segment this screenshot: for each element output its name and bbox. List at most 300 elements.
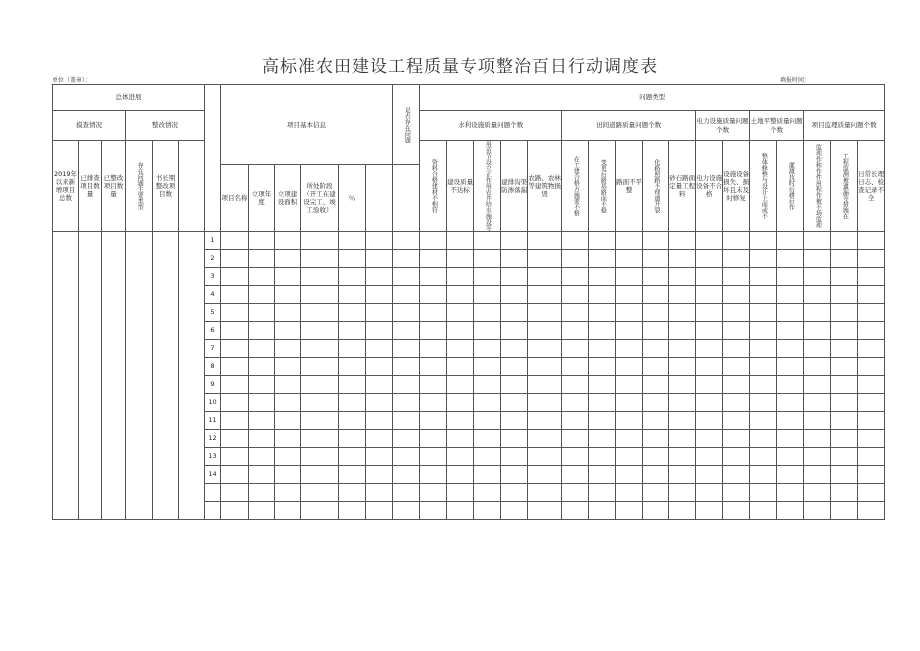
- table-cell: [804, 286, 831, 304]
- table-cell: [366, 448, 393, 466]
- table-cell: [301, 412, 339, 430]
- header-road-5: 化路照路不理道开裂: [643, 141, 669, 232]
- table-cell: [474, 304, 501, 322]
- table-cell: [589, 358, 616, 376]
- table-cell: [275, 322, 301, 340]
- table-cell: [696, 376, 723, 394]
- table-cell: [528, 502, 562, 520]
- table-cell: [616, 412, 643, 430]
- table-cell: [777, 502, 804, 520]
- row-number: 1: [205, 232, 221, 250]
- table-cell: [562, 358, 589, 376]
- table-cell: [420, 394, 447, 412]
- report-time-label: 填报时间：: [780, 77, 811, 84]
- table-cell: [616, 448, 643, 466]
- table-cell: [528, 250, 562, 268]
- table-cell: [221, 322, 249, 340]
- table-cell: [474, 250, 501, 268]
- table-cell: [696, 250, 723, 268]
- table-cell: [393, 286, 420, 304]
- row-number: 11: [205, 412, 221, 430]
- table-cell: [249, 484, 275, 502]
- cell-new-projects-value: [53, 232, 79, 520]
- table-cell: [831, 268, 858, 286]
- table-cell: [750, 304, 777, 322]
- table-cell: [750, 484, 777, 502]
- table-cell: [275, 286, 301, 304]
- row-number: 14: [205, 466, 221, 484]
- table-cell: [643, 268, 669, 286]
- table-cell: [447, 376, 474, 394]
- header-problem-types: 存在问题主要类型: [126, 141, 153, 232]
- table-cell: [562, 268, 589, 286]
- table-cell: [393, 268, 420, 286]
- table-cell: [831, 412, 858, 430]
- table-row: [53, 232, 885, 250]
- table-cell: [723, 376, 750, 394]
- table-cell: [420, 232, 447, 250]
- table-cell: [447, 502, 474, 520]
- table-cell: [589, 430, 616, 448]
- table-cell: [858, 268, 885, 286]
- table-cell: [221, 466, 249, 484]
- table-cell: [474, 394, 501, 412]
- table-cell: [474, 340, 501, 358]
- header-power-1: 电力设施设备不合格: [696, 141, 723, 232]
- table-cell: [589, 394, 616, 412]
- table-cell: [301, 286, 339, 304]
- table-cell: [366, 268, 393, 286]
- table-cell: [366, 394, 393, 412]
- table-cell: [589, 412, 616, 430]
- table-cell: [366, 358, 393, 376]
- table-cell: [669, 376, 696, 394]
- table-cell: [339, 412, 366, 430]
- table-cell: [804, 412, 831, 430]
- table-cell: [750, 358, 777, 376]
- table-cell: [393, 340, 420, 358]
- row-number: 8: [205, 358, 221, 376]
- table-cell: [501, 304, 528, 322]
- table-cell: [366, 304, 393, 322]
- table-cell: [420, 358, 447, 376]
- header-land-1: 整体修整与设计土面或不: [750, 141, 777, 232]
- row-number: 6: [205, 322, 221, 340]
- table-cell: [777, 286, 804, 304]
- table-cell: [858, 376, 885, 394]
- header-has-problem-sub: [393, 165, 420, 232]
- table-cell: [447, 286, 474, 304]
- table-cell: [474, 412, 501, 430]
- table-cell: [723, 394, 750, 412]
- table-cell: [393, 502, 420, 520]
- table-cell: [777, 430, 804, 448]
- table-cell: [420, 322, 447, 340]
- table-cell: [589, 286, 616, 304]
- table-cell: [275, 304, 301, 322]
- row-number: 13: [205, 448, 221, 466]
- cell-problem-types-value: [126, 232, 153, 520]
- group-survey-status: 摸查情况: [53, 111, 126, 141]
- table-cell: [643, 466, 669, 484]
- table-cell: [858, 250, 885, 268]
- table-cell: [804, 466, 831, 484]
- table-cell: [804, 268, 831, 286]
- group-supervision-problems: 项目监理质量问题个数: [804, 111, 885, 141]
- table-cell: [669, 394, 696, 412]
- table-cell: [831, 466, 858, 484]
- table-cell: [366, 232, 393, 250]
- table-cell: [447, 250, 474, 268]
- table-cell: [393, 412, 420, 430]
- table-cell: [750, 394, 777, 412]
- table-cell: [589, 340, 616, 358]
- table-cell: [249, 358, 275, 376]
- header-power-2: 设施设备损失、损坏且未及时修复: [723, 141, 750, 232]
- table-cell: [447, 394, 474, 412]
- row-number: 3: [205, 268, 221, 286]
- table-cell: [669, 286, 696, 304]
- table-cell: [562, 286, 589, 304]
- table-cell: [696, 304, 723, 322]
- table-cell: [804, 502, 831, 520]
- table-cell: [669, 466, 696, 484]
- table-cell: [501, 358, 528, 376]
- table-cell: [420, 448, 447, 466]
- table-cell: [562, 484, 589, 502]
- table-cell: [447, 304, 474, 322]
- table-cell: [474, 286, 501, 304]
- table-cell: [501, 394, 528, 412]
- group-land-problems: 土地平整质量问题个数: [750, 111, 804, 141]
- table-cell: [474, 484, 501, 502]
- table-cell: [777, 358, 804, 376]
- table-cell: [366, 286, 393, 304]
- table-cell: [777, 394, 804, 412]
- table-cell: [750, 340, 777, 358]
- table-cell: [474, 430, 501, 448]
- table-cell: [804, 358, 831, 376]
- table-cell: [249, 412, 275, 430]
- table-cell: [221, 232, 249, 250]
- table-cell: [420, 304, 447, 322]
- header-surveyed: 已排查项目数量: [79, 141, 102, 232]
- table-cell: [562, 340, 589, 358]
- table-cell: [696, 232, 723, 250]
- group-problem-types: 问题类型: [420, 85, 885, 111]
- table-cell: [301, 376, 339, 394]
- table-cell: [723, 322, 750, 340]
- header-row-3: [53, 141, 885, 150]
- table-cell: [831, 394, 858, 412]
- unit-label: 单位（盖章）：: [52, 77, 92, 84]
- table-cell: [696, 466, 723, 484]
- table-cell: [301, 466, 339, 484]
- table-cell: [501, 250, 528, 268]
- group-road-problems: 田间道路质量问题个数: [562, 111, 696, 141]
- table-cell: [301, 484, 339, 502]
- table-cell: [643, 286, 669, 304]
- table-cell: [858, 286, 885, 304]
- table-cell: [858, 358, 885, 376]
- row-number: [205, 502, 221, 520]
- table-cell: [669, 232, 696, 250]
- table-cell: [589, 376, 616, 394]
- table-cell: [447, 232, 474, 250]
- table-cell: [501, 376, 528, 394]
- table-cell: [420, 484, 447, 502]
- table-cell: [420, 340, 447, 358]
- table-cell: [858, 322, 885, 340]
- table-cell: [858, 412, 885, 430]
- seq-group-cell: [205, 85, 221, 232]
- table-cell: [366, 376, 393, 394]
- table-cell: [528, 394, 562, 412]
- table-cell: [643, 448, 669, 466]
- table-cell: [723, 304, 750, 322]
- table-cell: [501, 268, 528, 286]
- table-cell: [616, 358, 643, 376]
- table-cell: [858, 340, 885, 358]
- table-cell: [528, 376, 562, 394]
- table-cell: [696, 448, 723, 466]
- table-cell: [275, 466, 301, 484]
- table-cell: [249, 394, 275, 412]
- header-new-projects: 2019年以来新增项目总数: [53, 141, 79, 232]
- table-cell: [831, 340, 858, 358]
- table-cell: [750, 322, 777, 340]
- table-cell: [474, 502, 501, 520]
- table-cell: [723, 250, 750, 268]
- table-cell: [669, 268, 696, 286]
- table-cell: [474, 268, 501, 286]
- table-cell: [366, 466, 393, 484]
- table-cell: [447, 358, 474, 376]
- table-cell: [249, 448, 275, 466]
- header-supervision-2: 工程监测被遗漏等措施在: [831, 141, 858, 232]
- table-cell: [474, 466, 501, 484]
- table-cell: [275, 268, 301, 286]
- table-cell: [723, 268, 750, 286]
- table-cell: [420, 430, 447, 448]
- table-cell: [643, 304, 669, 322]
- table-cell: [339, 430, 366, 448]
- table-cell: [616, 394, 643, 412]
- table-cell: [804, 448, 831, 466]
- table-cell: [501, 412, 528, 430]
- table-cell: [696, 412, 723, 430]
- table-cell: [249, 322, 275, 340]
- page-title: 高标准农田建设工程质量专项整治百日行动调度表: [262, 57, 658, 77]
- table-cell: [474, 448, 501, 466]
- table-cell: [366, 502, 393, 520]
- table-cell: [366, 412, 393, 430]
- table-cell: [858, 232, 885, 250]
- table-cell: [249, 286, 275, 304]
- header-water-5: 农路、农林等建筑物损毁: [528, 141, 562, 232]
- table-cell: [750, 466, 777, 484]
- table-cell: [301, 268, 339, 286]
- table-cell: [447, 268, 474, 286]
- table-cell: [339, 304, 366, 322]
- table-cell: [275, 232, 301, 250]
- table-cell: [275, 502, 301, 520]
- table-cell: [616, 268, 643, 286]
- table-cell: [221, 286, 249, 304]
- table-cell: [831, 376, 858, 394]
- table-cell: [669, 340, 696, 358]
- table-cell: [804, 322, 831, 340]
- table-cell: [301, 250, 339, 268]
- table-cell: [777, 484, 804, 502]
- table-cell: [750, 430, 777, 448]
- header-road-3: 路面不平整: [616, 141, 643, 232]
- table-cell: [501, 430, 528, 448]
- table-cell: [249, 304, 275, 322]
- table-cell: [804, 430, 831, 448]
- table-cell: [723, 232, 750, 250]
- table-cell: [669, 250, 696, 268]
- table-cell: [858, 304, 885, 322]
- table-cell: [221, 412, 249, 430]
- table-cell: [804, 304, 831, 322]
- table-cell: [474, 358, 501, 376]
- table-cell: [669, 322, 696, 340]
- table-cell: [669, 430, 696, 448]
- table-cell: [831, 322, 858, 340]
- table-cell: [420, 502, 447, 520]
- table-cell: [275, 484, 301, 502]
- table-cell: [750, 232, 777, 250]
- table-cell: [393, 466, 420, 484]
- table-cell: [643, 484, 669, 502]
- table-cell: [528, 358, 562, 376]
- table-cell: [528, 322, 562, 340]
- table-cell: [339, 232, 366, 250]
- header-water-1: 资料合格建材不相符: [420, 141, 447, 232]
- table-cell: [616, 250, 643, 268]
- table-cell: [696, 394, 723, 412]
- table-cell: [643, 394, 669, 412]
- table-cell: [474, 232, 501, 250]
- table-cell: [393, 448, 420, 466]
- table-cell: [249, 340, 275, 358]
- table-cell: [393, 430, 420, 448]
- table-cell: [249, 430, 275, 448]
- table-cell: [501, 322, 528, 340]
- table-cell: [669, 448, 696, 466]
- table-cell: [777, 340, 804, 358]
- header-empty: [179, 141, 205, 232]
- table-cell: [393, 322, 420, 340]
- header-stage: 所处阶段（开工在建设完工、竣工验收）: [301, 165, 339, 232]
- group-rectify-status: 整改情况: [126, 111, 205, 141]
- table-cell: [562, 430, 589, 448]
- header-long-term: 书长期整改项目数: [153, 141, 179, 232]
- table-cell: [420, 286, 447, 304]
- table-cell: [804, 394, 831, 412]
- table-cell: [249, 268, 275, 286]
- table-cell: [589, 232, 616, 250]
- table-cell: [339, 502, 366, 520]
- table-cell: [339, 376, 366, 394]
- table-cell: [589, 466, 616, 484]
- table-cell: [339, 394, 366, 412]
- header-percent: ％: [339, 165, 366, 232]
- table-cell: [301, 394, 339, 412]
- table-cell: [420, 466, 447, 484]
- cell-rectified-value: [102, 232, 126, 520]
- table-cell: [589, 448, 616, 466]
- table-cell: [501, 340, 528, 358]
- table-cell: [301, 304, 339, 322]
- table-cell: [501, 466, 528, 484]
- table-cell: [831, 448, 858, 466]
- table-cell: [696, 358, 723, 376]
- table-cell: [528, 430, 562, 448]
- table-cell: [562, 250, 589, 268]
- table-cell: [858, 484, 885, 502]
- table-cell: [696, 484, 723, 502]
- table-cell: [562, 322, 589, 340]
- table-cell: [723, 412, 750, 430]
- table-cell: [696, 268, 723, 286]
- header-water-4: 建排沟渠防渗落漏: [501, 141, 528, 232]
- table-cell: [474, 322, 501, 340]
- row-number: 9: [205, 376, 221, 394]
- table-cell: [562, 448, 589, 466]
- table-cell: [804, 340, 831, 358]
- table-cell: [366, 340, 393, 358]
- group-project-info: 项目基本信息: [221, 85, 393, 165]
- table-cell: [528, 466, 562, 484]
- table-cell: [393, 304, 420, 322]
- table-cell: [831, 358, 858, 376]
- table-cell: [669, 358, 696, 376]
- table-cell: [831, 502, 858, 520]
- group-water-problems: 水利设施质量问题个数: [420, 111, 562, 141]
- table-cell: [501, 448, 528, 466]
- table-cell: [249, 502, 275, 520]
- table-cell: [562, 376, 589, 394]
- table-cell: [831, 286, 858, 304]
- table-cell: [616, 466, 643, 484]
- table-cell: [696, 502, 723, 520]
- table-cell: [777, 448, 804, 466]
- table-cell: [723, 466, 750, 484]
- table-cell: [301, 502, 339, 520]
- table-cell: [301, 340, 339, 358]
- table-cell: [221, 304, 249, 322]
- table-cell: [474, 376, 501, 394]
- table-cell: [275, 358, 301, 376]
- table-cell: [393, 358, 420, 376]
- table-cell: [777, 268, 804, 286]
- group-power-problems: 电力设施质量问题个数: [696, 111, 750, 141]
- table-cell: [366, 484, 393, 502]
- table-cell: [393, 484, 420, 502]
- header-road-2: 变更后路基路面不稳: [589, 141, 616, 232]
- table-cell: [562, 304, 589, 322]
- table-cell: [589, 250, 616, 268]
- table-cell: [858, 466, 885, 484]
- header-supervision-3: 日常长理日志、检查记录不全: [858, 141, 885, 232]
- table-cell: [858, 448, 885, 466]
- table-cell: [275, 430, 301, 448]
- table-cell: [528, 448, 562, 466]
- table-cell: [589, 322, 616, 340]
- table-cell: [643, 502, 669, 520]
